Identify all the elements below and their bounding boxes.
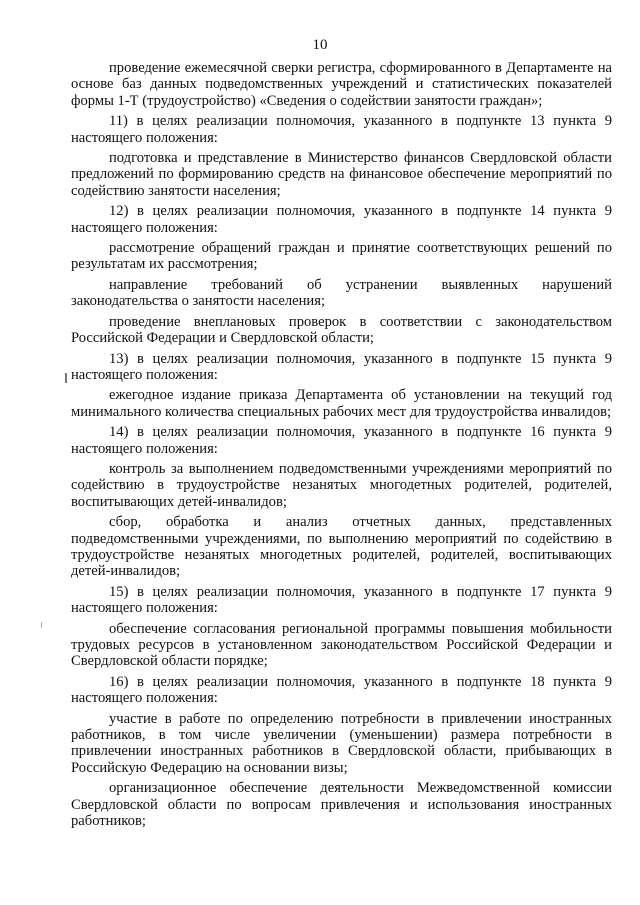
- paragraph: проведение внеплановых проверок в соответствии с законодательством Российской Федерации и Свердловской области;: [71, 313, 612, 347]
- paragraph: 11) в целях реализации полномочия, указанного в подпункте 13 пункта 9 настоящего положения:: [71, 113, 612, 146]
- paragraph: 12) в целях реализации полномочия, указанного в подпункте 14 пункта 9 настоящего положения:: [71, 203, 612, 236]
- paragraph: организационное обеспечение деятельности Межведомственной комиссии Свердловской области по вопросам привлечения и использования иностранных работников;: [71, 780, 612, 830]
- paragraph: ежегодное издание приказа Департамента об установлении на текущий год минимального количества специальных рабочих мест для трудоустройства инвалидов;: [71, 387, 612, 420]
- margin-mark: [65, 373, 67, 383]
- paragraph: контроль за выполнением подведомственными учреждениями мероприятий по содействию в трудоустройстве незанятых многодетных родителей, родителей, воспитывающих детей-инвалидов;: [71, 460, 612, 510]
- paragraph: направление требований об устранении выявленных нарушений законодательства о занятости населения;: [71, 276, 612, 310]
- paragraph: 15) в целях реализации полномочия, указанного в подпункте 17 пункта 9 настоящего положения:: [71, 583, 612, 617]
- paragraph: участие в работе по определению потребности в привлечении иностранных работников, в том числе увеличении (уменьшении) размера потребности в привлечении иностранных работников в Свердловской области, прибывающих в Российскую Федерацию на основании визы;: [71, 710, 612, 776]
- paragraph: подготовка и представление в Министерство финансов Свердловской области предложений по формированию средств на финансовое обеспечение мероприятий по содействию занятости населения;: [71, 150, 612, 199]
- paragraph: 13) в целях реализации полномочия, указанного в подпункте 15 пункта 9 настоящего положения:: [71, 350, 612, 383]
- paragraph: рассмотрение обращений граждан и принятие соответствующих решений по результатам их рассмотрения;: [71, 240, 612, 273]
- paragraph: 16) в целях реализации полномочия, указанного в подпункте 18 пункта 9 настоящего положения:: [71, 673, 612, 707]
- document-body: [71, 60, 612, 829]
- paragraph: проведение ежемесячной сверки регистра, сформированного в Департаменте на основе баз данных подведомственных учреждений и статистических показателей формы 1-Т (трудоустройство) «Сведения о содействии занятости граждан»;: [71, 60, 612, 109]
- paragraph: сбор, обработка и анализ отчетных данных, представленных подведомственными учреждениями, по выполнению мероприятий по содействию в трудоустройстве незанятых многодетных родителей, родителей, воспитывающих детей-инвалидов;: [71, 514, 612, 580]
- margin-mark: [41, 622, 42, 628]
- page-number: 10: [312, 37, 328, 53]
- paragraph: обеспечение согласования региональной программы повышения мобильности трудовых ресурсов в установленном законодательством Российской Федерации и Свердловской области порядке;: [71, 620, 612, 670]
- paragraph: 14) в целях реализации полномочия, указанного в подпункте 16 пункта 9 настоящего положения:: [71, 424, 612, 457]
